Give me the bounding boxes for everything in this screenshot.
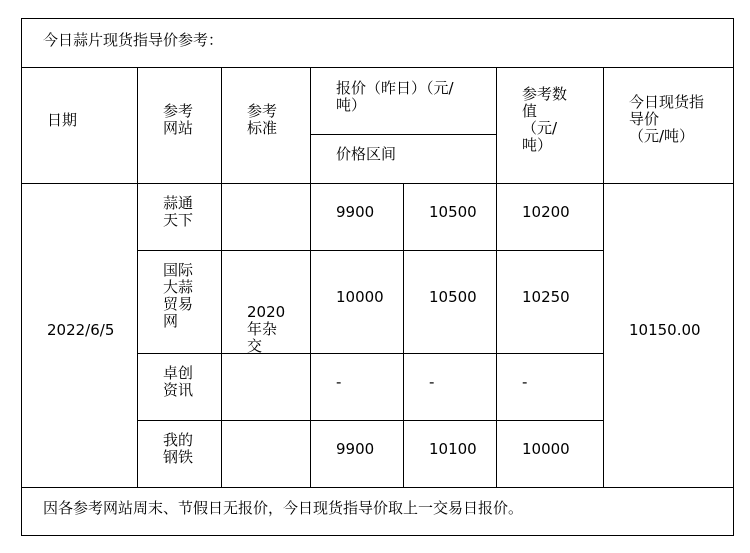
row1-site: 蒜通 天下 xyxy=(163,194,194,229)
table-title: 今日蒜片现货指导价参考： xyxy=(43,31,224,49)
row2-site: 国际 大蒜 贸易 网 xyxy=(163,261,194,330)
col-rule-3 xyxy=(310,67,311,488)
rule-row2-bottom xyxy=(137,353,604,354)
col-rule-6 xyxy=(603,67,604,488)
rule-body-bottom xyxy=(21,487,734,488)
header-site: 参考 网站 xyxy=(163,102,194,137)
row4-site: 我的 钢铁 xyxy=(163,431,194,466)
header-standard: 参考 标准 xyxy=(247,102,278,137)
rule-header-bottom xyxy=(21,183,734,184)
today-price-cell: 10150.00 xyxy=(629,321,701,339)
row2-low: 10000 xyxy=(336,288,384,306)
row3-high: - xyxy=(429,373,435,391)
row3-site: 卓创 资讯 xyxy=(163,364,194,399)
row1-low: 9900 xyxy=(336,203,375,221)
row4-ref: 10000 xyxy=(522,440,570,458)
col-rule-5 xyxy=(496,67,497,488)
row2-high: 10500 xyxy=(429,288,477,306)
col-rule-2 xyxy=(221,67,222,488)
row1-ref: 10200 xyxy=(522,203,570,221)
col-rule-4 xyxy=(403,183,404,488)
rule-row3-bottom xyxy=(137,420,604,421)
row3-low: - xyxy=(336,373,342,391)
date-cell: 2022/6/5 xyxy=(47,321,115,339)
footer-note: 因各参考网站周末、节假日无报价，今日现货指导价取上一交易日报价。 xyxy=(43,499,524,517)
rule-quote-split xyxy=(310,134,496,135)
row4-low: 9900 xyxy=(336,440,375,458)
rule-row1-bottom xyxy=(137,250,604,251)
header-ref-value: 参考数 值 （元/ 吨） xyxy=(522,85,568,154)
col-rule-1 xyxy=(137,67,138,488)
header-range: 价格区间 xyxy=(336,145,397,163)
row1-high: 10500 xyxy=(429,203,477,221)
row3-ref: - xyxy=(522,373,528,391)
rule-title-bottom xyxy=(21,67,734,68)
row4-high: 10100 xyxy=(429,440,477,458)
row2-ref: 10250 xyxy=(522,288,570,306)
header-date: 日期 xyxy=(47,111,78,129)
header-today-price: 今日现货指 导价 （元/吨） xyxy=(629,93,705,145)
standard-cell: 2020 年杂 交 xyxy=(247,303,286,355)
header-quote: 报价（昨日）（元/ 吨） xyxy=(336,79,454,114)
